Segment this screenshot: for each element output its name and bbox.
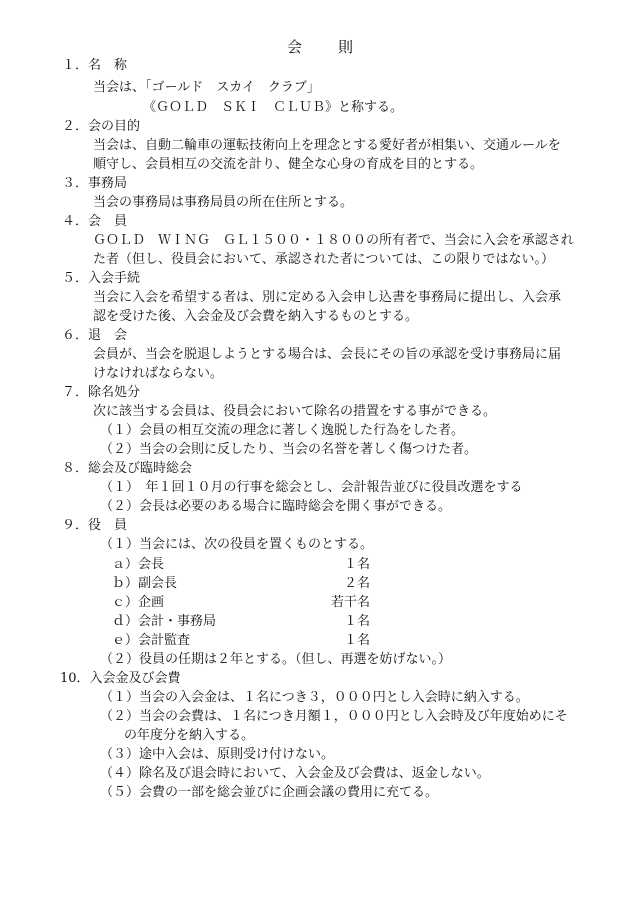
section-4-line-1: ＧＯＬＤ ＷＩＮＧ ＧＬ１５００・１８００の所有者で、当会に入会を承認され [93,233,574,248]
section-2-line-2: 順守し、会員相互の交流を計り、健全な心身の育成を目的とする。 [93,157,484,172]
section-4-heading: ４．会 員 [62,214,128,229]
section-10-item-1: （１）当会の入会金は、１名につき３，０００円とし入会時に納入する。 [100,690,529,705]
section-4-line-2: た者（但し、役員会において、承認された者については、この限りではない。） [93,252,554,267]
role-label: ａ）会長 [112,557,165,572]
role-count: １名 [343,633,370,648]
section-3-line-1: 当会の事務局は事務局員の所在住所とする。 [93,195,354,210]
section-10-heading: 10．入会金及び会費 [60,671,181,686]
section-6-heading: ６．退 会 [62,328,128,343]
document-title [0,36,640,57]
role-count: 若干名 [330,595,370,610]
section-7-item-2: （２）当会の会則に反したり、当会の名誉を著しく傷つけた者。 [100,442,478,457]
role-count: １名 [343,614,370,629]
section-10-item-3: （３）途中入会は、原則受け付けない。 [100,747,335,762]
section-10-item-2: （２）当会の会費は、１名につき月額１，０００円とし入会時及び年度始めにそ [100,709,568,724]
section-7-item-1: （１）会員の相互交流の理念に著しく逸脱した行為をした者。 [100,423,465,438]
section-3-heading: ３．事務局 [62,176,128,191]
role-count: ２名 [343,576,370,591]
section-2-line-1: 当会は、自動二輪車の運転技術向上を理念とする愛好者が相集い、交通ルールを [93,138,561,153]
section-9-item-2: （２）役員の任期は２年とする。（但し、再選を妨げない。） [100,652,452,667]
section-8-heading: ８．総会及び臨時総会 [62,461,193,476]
section-7-heading: ７．除名処分 [62,385,141,400]
section-7-line-1: 次に該当する会員は、役員会において除名の措置をする事ができる。 [93,404,497,419]
role-label: ｂ）副会長 [112,576,178,591]
section-5-line-1: 当会に入会を希望する者は、別に定める入会申し込書を事務局に提出し、入会承 [93,290,562,305]
section-1-line-2: 《ＧＯＬＤ ＳＫＩ ＣＬＵＢ》と称する。 [143,100,404,115]
section-10-item-4: （４）除名及び退会時において、入会金及び会費は、返金しない。 [100,766,490,781]
section-5-heading: ５．入会手続 [62,271,141,286]
section-1-line-1: 当会は、「ゴールド スカイ クラブ」 [93,80,320,95]
section-6-line-1: 会員が、当会を脱退しようとする場合は、会長にその旨の承認を受け事務局に届 [93,347,562,362]
title-right: 則 [338,38,354,56]
role-label: ｄ）会計・事務局 [112,614,217,629]
section-2-heading: ２．会の目的 [62,119,141,134]
section-8-item-1: （１） 年１回１０月の行事を総会とし、会計報告並びに役員改選をする [100,480,523,495]
role-label: ｃ）企画 [112,595,165,610]
role-label: ｅ）会計監査 [112,633,191,648]
section-6-line-2: けなければならない。 [93,366,224,381]
section-5-line-2: 認を受けた後、入会金及び会費を納入するものとする。 [93,309,419,324]
section-9-heading: ９．役 員 [62,518,128,533]
section-10-item-5: （５）会費の一部を総会並びに企画会議の費用に充てる。 [100,785,439,800]
title-left: 会 [286,38,302,56]
section-8-item-2: （２）会長は必要のある場合に臨時総会を開く事ができる。 [100,499,452,514]
role-count: １名 [343,557,370,572]
section-1-heading: １．名 称 [62,58,128,73]
section-9-item-1: （１）当会には、次の役員を置くものとする。 [100,537,374,552]
section-10-item-2-cont: の年度分を納入する。 [124,728,255,743]
